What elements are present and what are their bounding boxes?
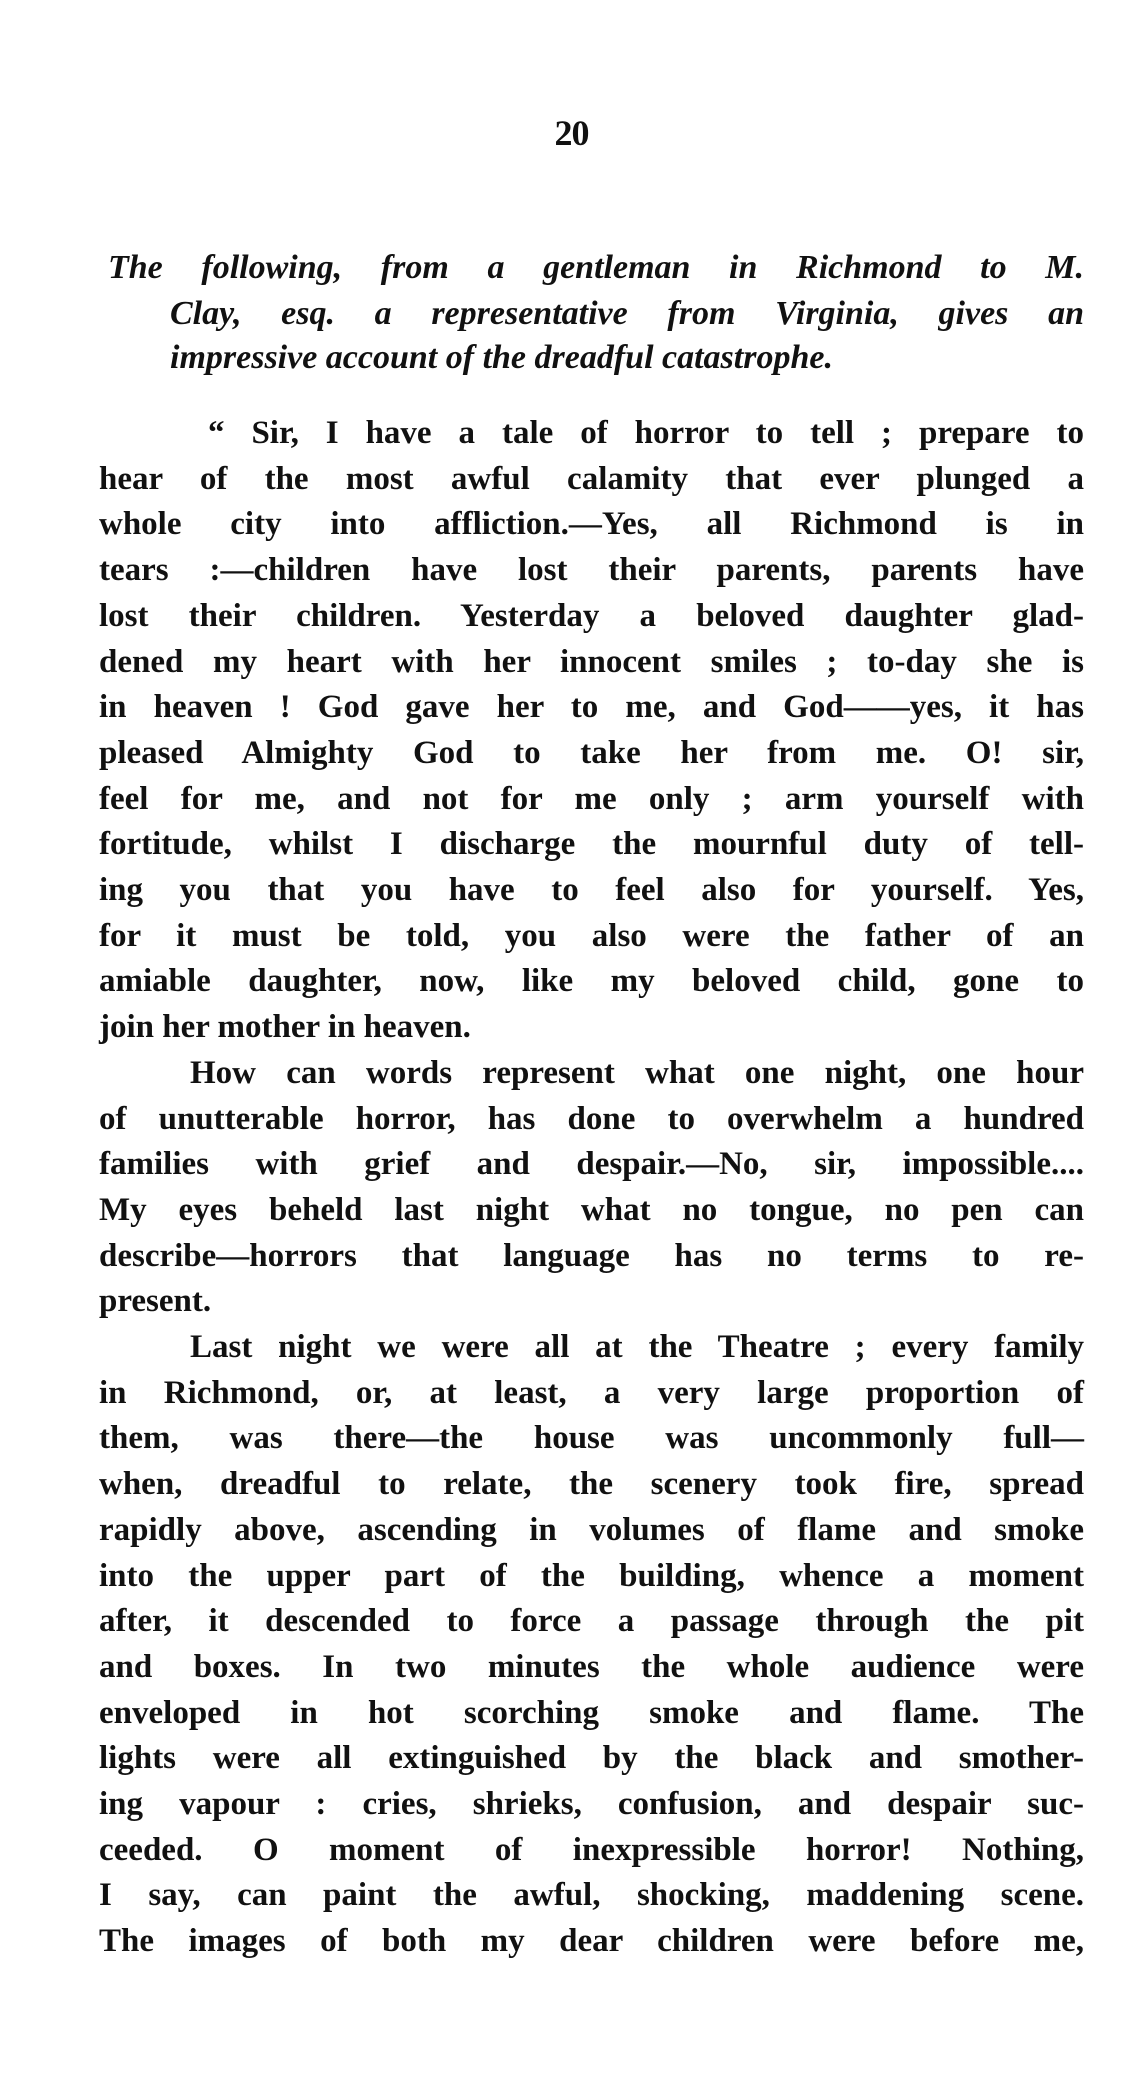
intro-line: Clay, esq. a representative from Virginia, gives an	[170, 295, 1084, 332]
text-line: amiable daughter, now, like my beloved child, gone to	[99, 963, 1084, 1000]
text-line: How can words represent what one night, one hour	[190, 1054, 1084, 1091]
text-line: after, it descended to force a passage through the pit	[99, 1603, 1084, 1640]
text-line: describe—horrors that language has no terms to re-	[99, 1237, 1084, 1274]
page-number: 20	[554, 113, 589, 153]
intro-line: The following, from a gentleman in Richmond to M.	[108, 249, 1084, 286]
text-line: in heaven ! God gave her to me, and God——yes, it has	[99, 689, 1084, 726]
text-line: in Richmond, or, at least, a very large proportion of	[99, 1374, 1084, 1411]
text-line: ing you that you have to feel also for yourself. Yes,	[99, 872, 1084, 908]
text-line: them, was there—the house was uncommonly full—	[99, 1420, 1084, 1457]
text-line: present.	[99, 1283, 212, 1320]
intro-line: impressive account of the dreadful catastrophe.	[170, 339, 833, 376]
text-line: whole city into affliction.—Yes, all Richmond is in	[99, 506, 1084, 543]
text-line: ing vapour : cries, shrieks, confusion, and despair suc-	[99, 1786, 1084, 1822]
text-line: enveloped in hot scorching smoke and flame. The	[99, 1694, 1084, 1731]
text-line: of unutterable horror, has done to overwhelm a hundred	[99, 1100, 1084, 1137]
text-line: My eyes beheld last night what no tongue, no pen can	[99, 1191, 1084, 1228]
text-line: into the upper part of the building, whence a moment	[99, 1557, 1084, 1594]
text-line: pleased Almighty God to take her from me. O! sir,	[99, 734, 1084, 771]
text-line: Last night we were all at the Theatre ; every family	[190, 1329, 1084, 1365]
text-line: lights were all extinguished by the black and smother-	[99, 1740, 1084, 1777]
text-line: tears :—children have lost their parents, parents have	[99, 552, 1084, 589]
text-line: lost their children. Yesterday a beloved daughter glad-	[99, 597, 1084, 634]
text-line: hear of the most awful calamity that ever plunged a	[99, 460, 1084, 497]
text-line: feel for me, and not for me only ; arm yourself with	[99, 780, 1084, 817]
text-line: and boxes. In two minutes the whole audience were	[99, 1648, 1084, 1685]
text-line: when, dreadful to relate, the scenery took fire, spread	[99, 1466, 1084, 1503]
text-line: families with grief and despair.—No, sir, impossible....	[99, 1146, 1084, 1183]
text-line: ceeded. O moment of inexpressible horror! Nothing,	[99, 1831, 1084, 1868]
text-line: for it must be told, you also were the father of an	[99, 917, 1084, 954]
text-line: I say, can paint the awful, shocking, maddening scene.	[99, 1877, 1084, 1914]
text-line: dened my heart with her innocent smiles ; to-day she is	[99, 643, 1084, 680]
text-line: rapidly above, ascending in volumes of flame and smoke	[99, 1511, 1084, 1548]
text-line: The images of both my dear children were before me,	[99, 1923, 1084, 1960]
text-line: join her mother in heaven.	[99, 1009, 471, 1046]
text-line: fortitude, whilst I discharge the mournful duty of tell-	[99, 826, 1084, 863]
text-line: “ Sir, I have a tale of horror to tell ; prepare to	[208, 415, 1084, 451]
